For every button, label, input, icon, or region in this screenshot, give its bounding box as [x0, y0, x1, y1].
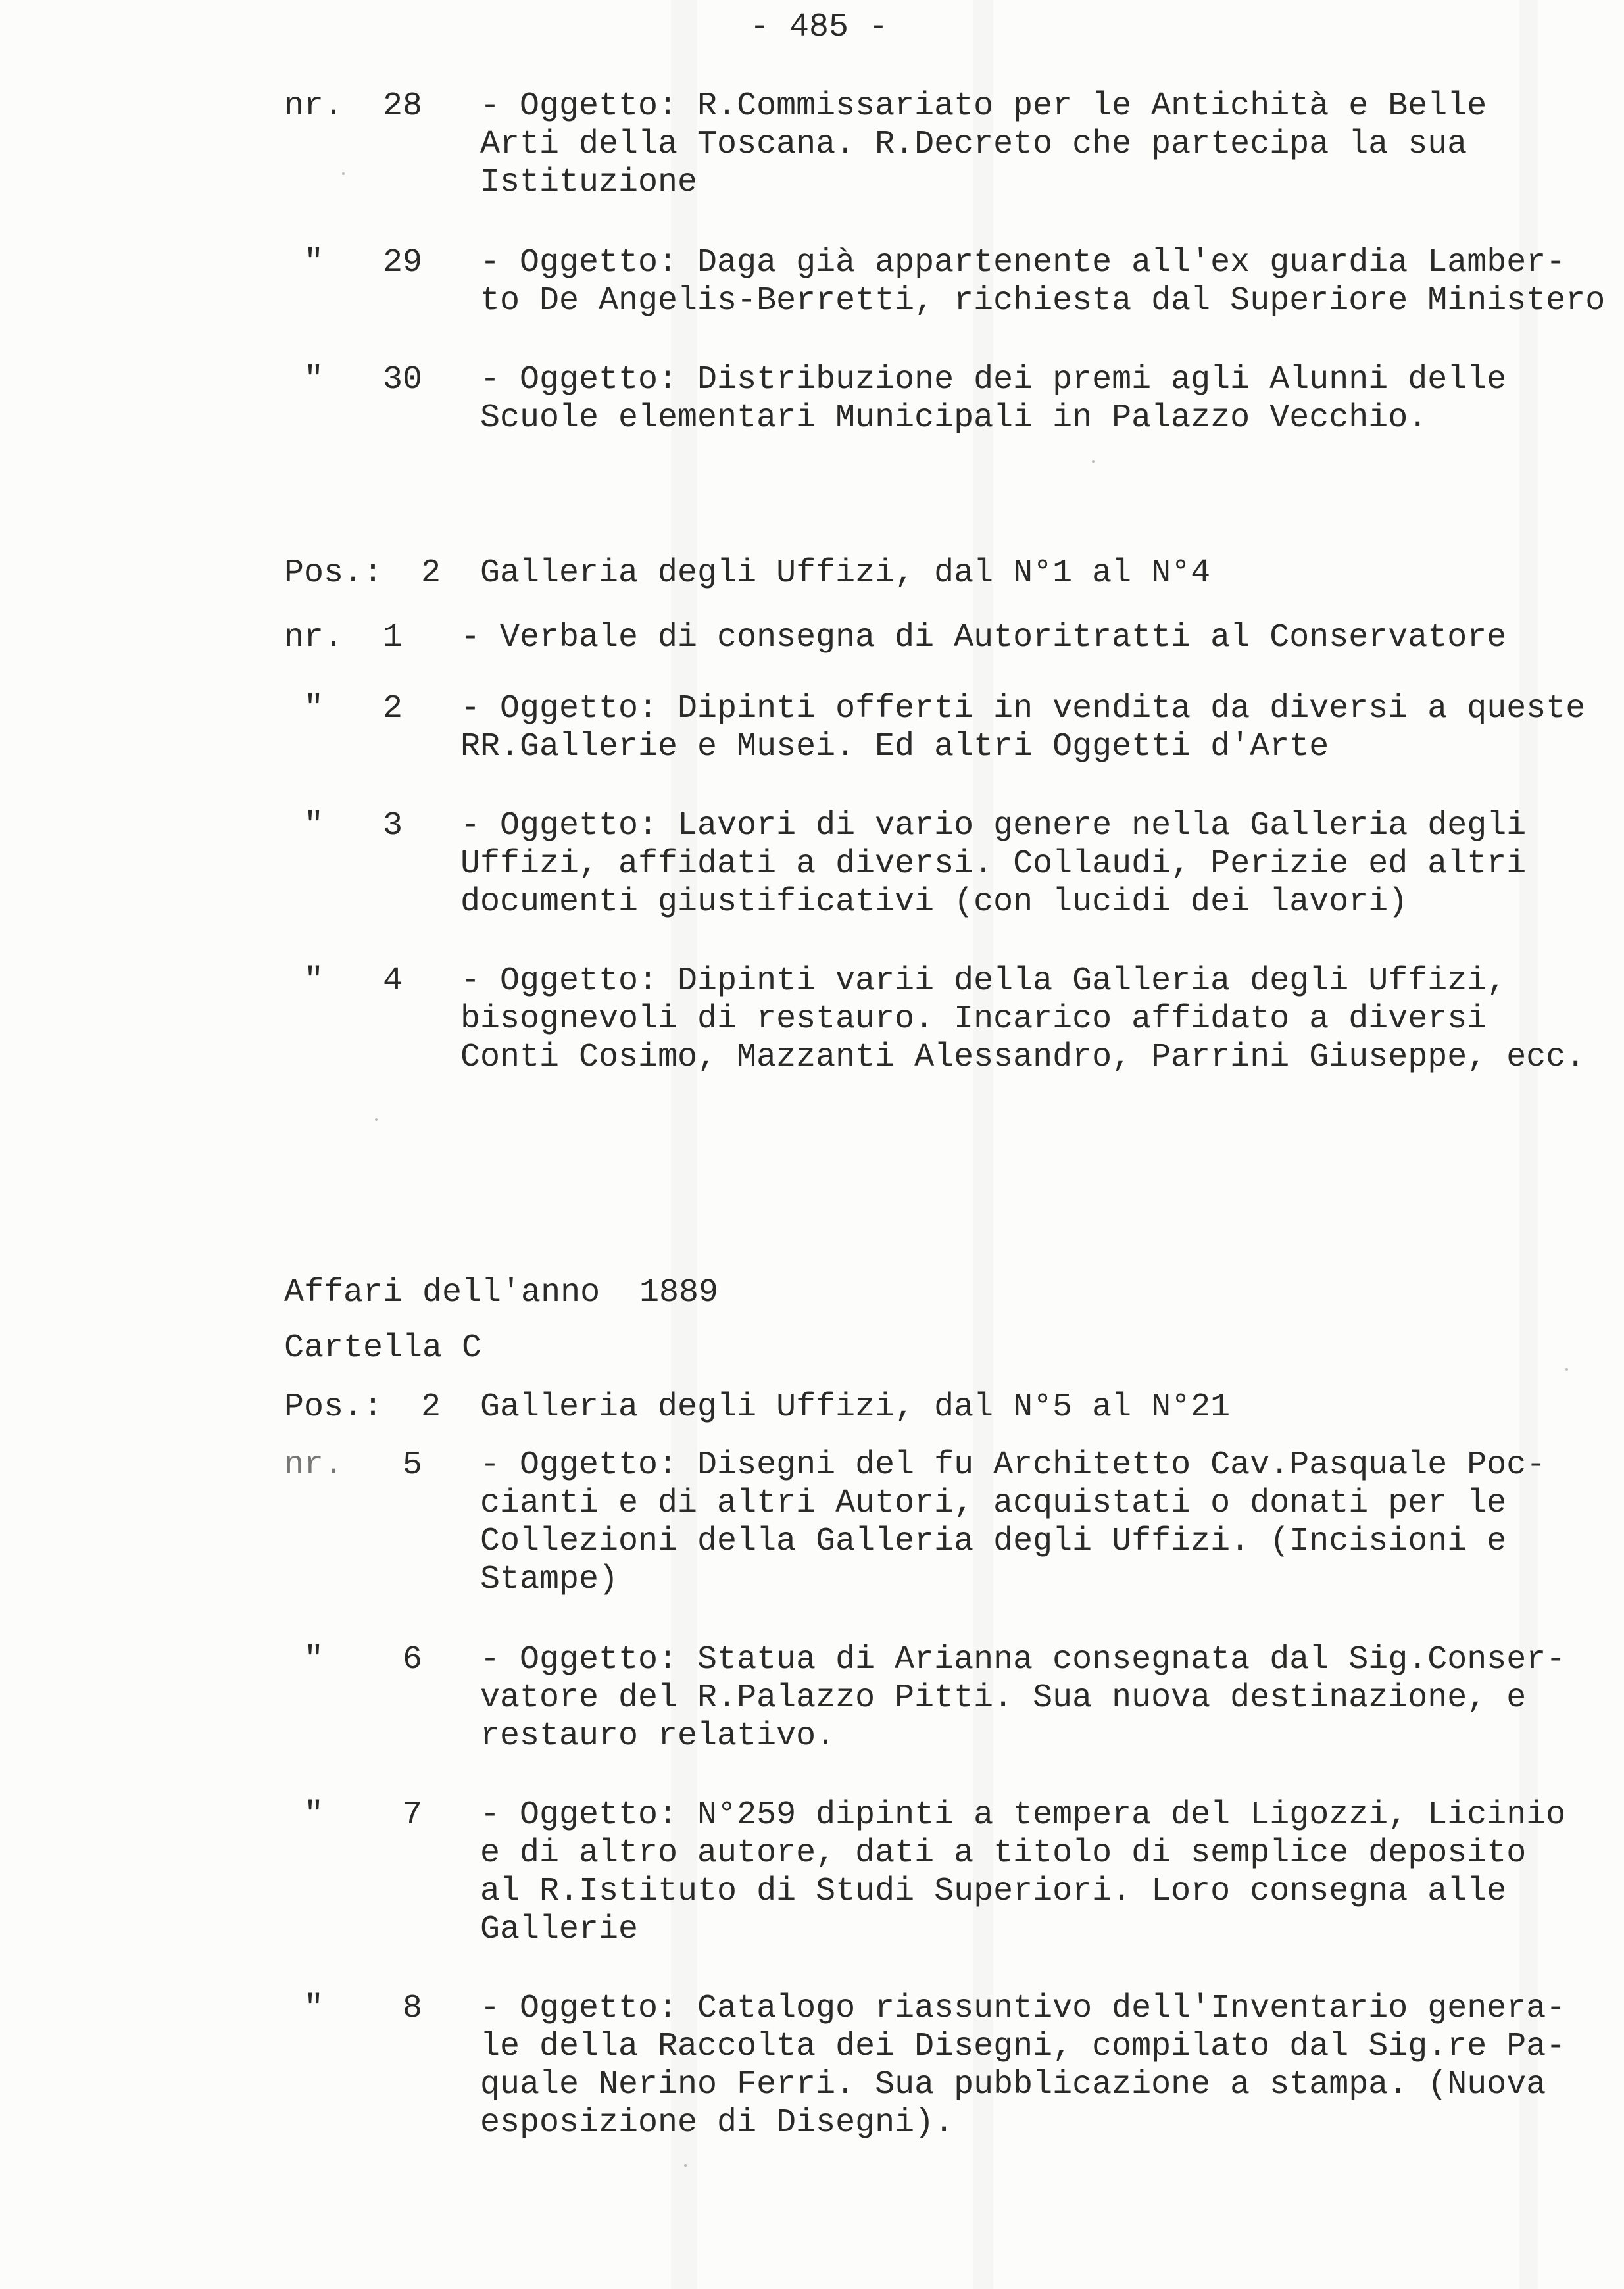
entry-number: 8	[403, 1990, 423, 2027]
entry-line: Conti Cosimo, Mazzanti Alessandro, Parrini Giuseppe, ecc.	[460, 1039, 1586, 1076]
entry-line: - Oggetto: R.Commissariato per le Antichità e Belle	[480, 87, 1487, 125]
scan-streak	[1519, 0, 1538, 2289]
entry-number: 7	[403, 1796, 423, 1834]
entry-line: vatore del R.Palazzo Pitti. Sua nuova destinazione, e	[480, 1679, 1527, 1717]
entry-line: to De Angelis-Berretti, richiesta dal Superiore Ministero	[480, 282, 1606, 320]
entry-line: le della Raccolta dei Disegni, compilato dal Sig.re Pa-	[480, 2028, 1566, 2065]
entry-line: esposizione di Disegni).	[480, 2104, 954, 2142]
ditto-mark: "	[304, 244, 324, 282]
ditto-mark: "	[304, 690, 324, 727]
entry-line: al R.Istituto di Studi Superiori. Loro consegna alle	[480, 1873, 1507, 1910]
scan-speck	[684, 2164, 687, 2167]
ditto-mark: "	[304, 962, 324, 1000]
entry-number: 2	[383, 690, 403, 727]
entry-line: Istituzione	[480, 164, 698, 201]
ditto-mark: "	[304, 1796, 324, 1834]
entry-line: - Oggetto: Dipinti varii della Galleria degli Uffizi,	[460, 962, 1507, 1000]
ditto-mark: "	[304, 807, 324, 845]
affari-year: 1889	[639, 1274, 719, 1312]
entry-number: 29	[383, 244, 423, 282]
position-number: 2	[421, 1389, 441, 1426]
entry-number: 4	[383, 962, 403, 1000]
entry-line: - Oggetto: Daga già appartenente all'ex guardia Lamber-	[480, 244, 1566, 282]
scan-speck	[342, 172, 345, 175]
entry-line: bisognevoli di restauro. Incarico affidato a diversi	[460, 1000, 1487, 1038]
entry-line: cianti e di altri Autori, acquistati o donati per le	[480, 1485, 1507, 1522]
entry-number: 30	[383, 361, 423, 399]
ditto-mark: "	[304, 1990, 324, 2027]
entry-line: e di altro autore, dati a titolo di semplice deposito	[480, 1834, 1527, 1872]
entry-number: 6	[403, 1641, 423, 1679]
entry-line: restauro relativo.	[480, 1717, 836, 1755]
entry-line: Gallerie	[480, 1911, 639, 1948]
entry-line: - Verbale di consegna di Autoritratti al Conservatore	[460, 619, 1507, 656]
entry-number: 1	[383, 619, 403, 656]
entry-line: Uffizi, affidati a diversi. Collaudi, Perizie ed altri	[460, 845, 1527, 883]
ditto-mark: "	[304, 1641, 324, 1679]
scan-streak	[973, 0, 993, 2289]
cartella-heading: Cartella C	[284, 1329, 482, 1367]
entry-line: RR.Gallerie e Musei. Ed altri Oggetti d'Arte	[460, 728, 1329, 766]
scan-speck	[1092, 460, 1095, 463]
entry-line: Arti della Toscana. R.Decreto che partecipa la sua	[480, 126, 1467, 163]
entry-line: - Oggetto: N°259 dipinti a tempera del Ligozzi, Licinio	[480, 1796, 1566, 1834]
entry-number: 28	[383, 87, 423, 125]
ditto-mark: "	[304, 361, 324, 399]
entry-line: - Oggetto: Dipinti offerti in vendita da diversi a queste	[460, 690, 1586, 727]
entry-line: quale Nerino Ferri. Sua pubblicazione a stampa. (Nuova	[480, 2066, 1546, 2104]
entry-line: - Oggetto: Lavori di vario genere nella Galleria degli	[460, 807, 1527, 845]
entry-line: - Oggetto: Statua di Arianna consegnata dal Sig.Conser-	[480, 1641, 1566, 1679]
entry-line: - Oggetto: Distribuzione dei premi agli Alunni delle	[480, 361, 1507, 399]
scan-streak	[671, 0, 697, 2289]
entry-number: 5	[403, 1446, 423, 1484]
scan-speck	[1565, 1368, 1568, 1371]
page-number: - 485 -	[750, 9, 889, 46]
entry-line: Scuole elementari Municipali in Palazzo Vecchio.	[480, 399, 1428, 437]
entry-line: Collezioni della Galleria degli Uffizi. (Incisioni e	[480, 1523, 1507, 1560]
entry-label: nr.	[284, 87, 344, 125]
scan-speck	[375, 1118, 378, 1121]
position-number: 2	[421, 554, 441, 592]
position-title: Galleria degli Uffizi, dal N°1 al N°4	[480, 554, 1211, 592]
entry-line: Stampe)	[480, 1561, 619, 1598]
entry-line: - Oggetto: Disegni del fu Architetto Cav.Pasquale Poc-	[480, 1446, 1546, 1484]
entry-line: documenti giustificativi (con lucidi dei lavori)	[460, 883, 1408, 921]
entry-label: nr.	[284, 619, 344, 656]
entry-line: - Oggetto: Catalogo riassuntivo dell'Inventario genera-	[480, 1990, 1566, 2027]
position-label: Pos.:	[284, 1389, 383, 1426]
entry-number: 3	[383, 807, 403, 845]
position-label: Pos.:	[284, 554, 383, 592]
entry-label: nr.	[284, 1446, 344, 1484]
affari-label: Affari dell'anno	[284, 1274, 601, 1312]
position-title: Galleria degli Uffizi, dal N°5 al N°21	[480, 1389, 1231, 1426]
